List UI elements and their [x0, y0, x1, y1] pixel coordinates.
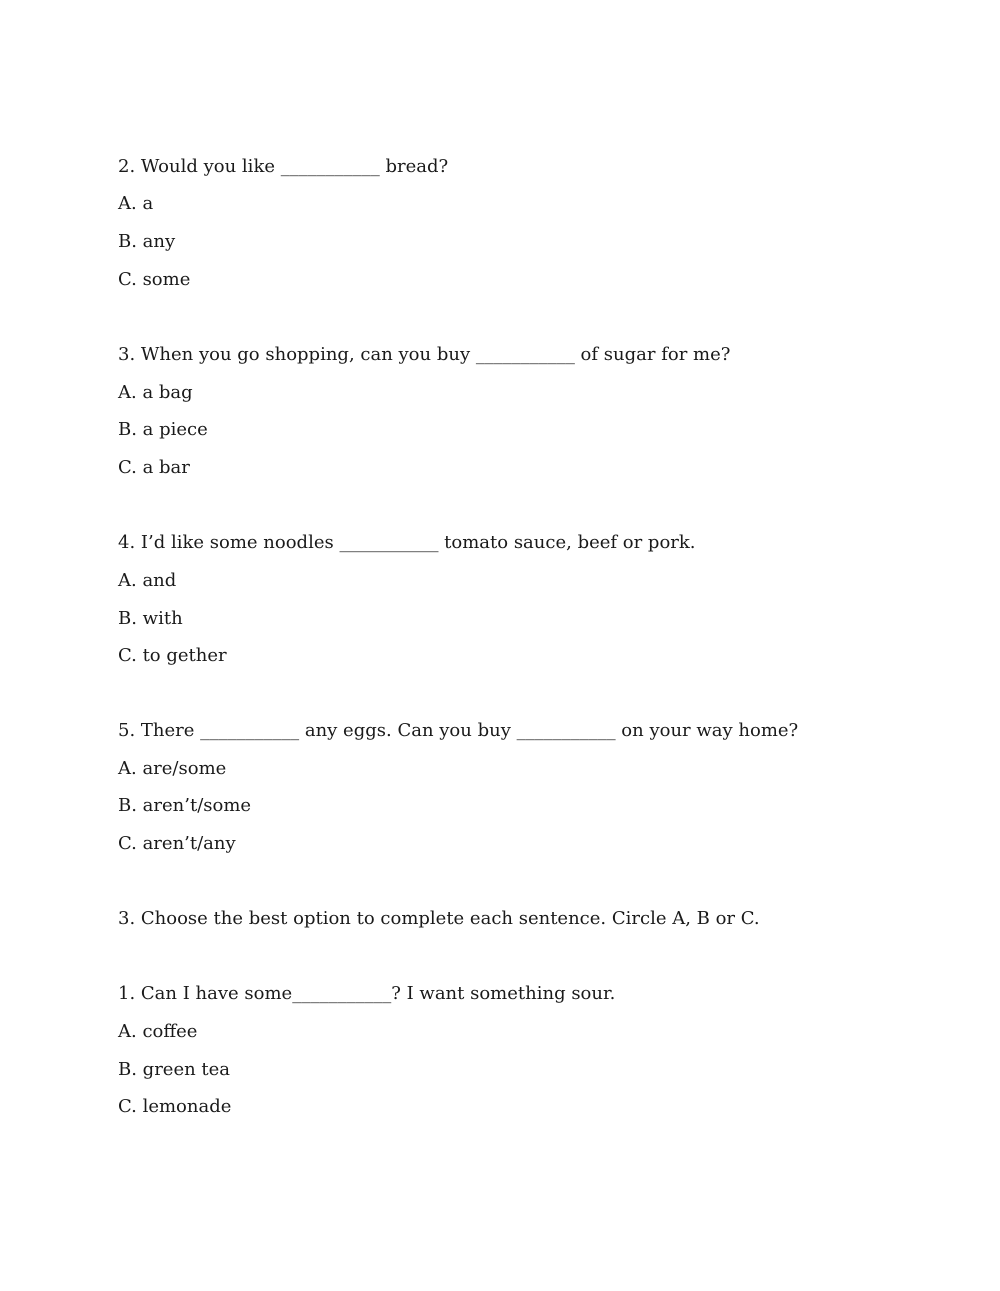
- q2-option-c: C. some: [118, 269, 191, 290]
- q5-option-c: C. aren’t/any: [118, 833, 236, 854]
- q2-option-b: B. any: [118, 231, 176, 252]
- section3-question-1: 1. Can I have some___________? I want something sour.: [118, 983, 616, 1004]
- s3q1-option-a: A. coffee: [118, 1021, 198, 1042]
- question-5: 5. There ___________ any eggs. Can you buy ___________ on your way home?: [118, 720, 799, 741]
- s3q1-option-c: C. lemonade: [118, 1096, 232, 1117]
- q3-option-b: B. a piece: [118, 419, 208, 440]
- q5-option-b: B. aren’t/some: [118, 795, 252, 816]
- q4-option-a: A. and: [118, 570, 177, 591]
- s3q1-option-b: B. green tea: [118, 1059, 231, 1080]
- question-2: 2. Would you like ___________ bread?: [118, 156, 449, 177]
- section-3-instruction: 3. Choose the best option to complete each sentence. Circle A, B or C.: [118, 908, 760, 929]
- q4-option-b: B. with: [118, 608, 183, 629]
- question-3: 3. When you go shopping, can you buy ___________ of sugar for me?: [118, 344, 731, 365]
- q5-option-a: A. are/some: [118, 758, 227, 779]
- q3-option-a: A. a bag: [118, 382, 193, 403]
- question-4: 4. I’d like some noodles ___________ tomato sauce, beef or pork.: [118, 532, 696, 553]
- q4-option-c: C. to gether: [118, 645, 227, 666]
- q2-option-a: A. a: [118, 193, 154, 214]
- q3-option-c: C. a bar: [118, 457, 190, 478]
